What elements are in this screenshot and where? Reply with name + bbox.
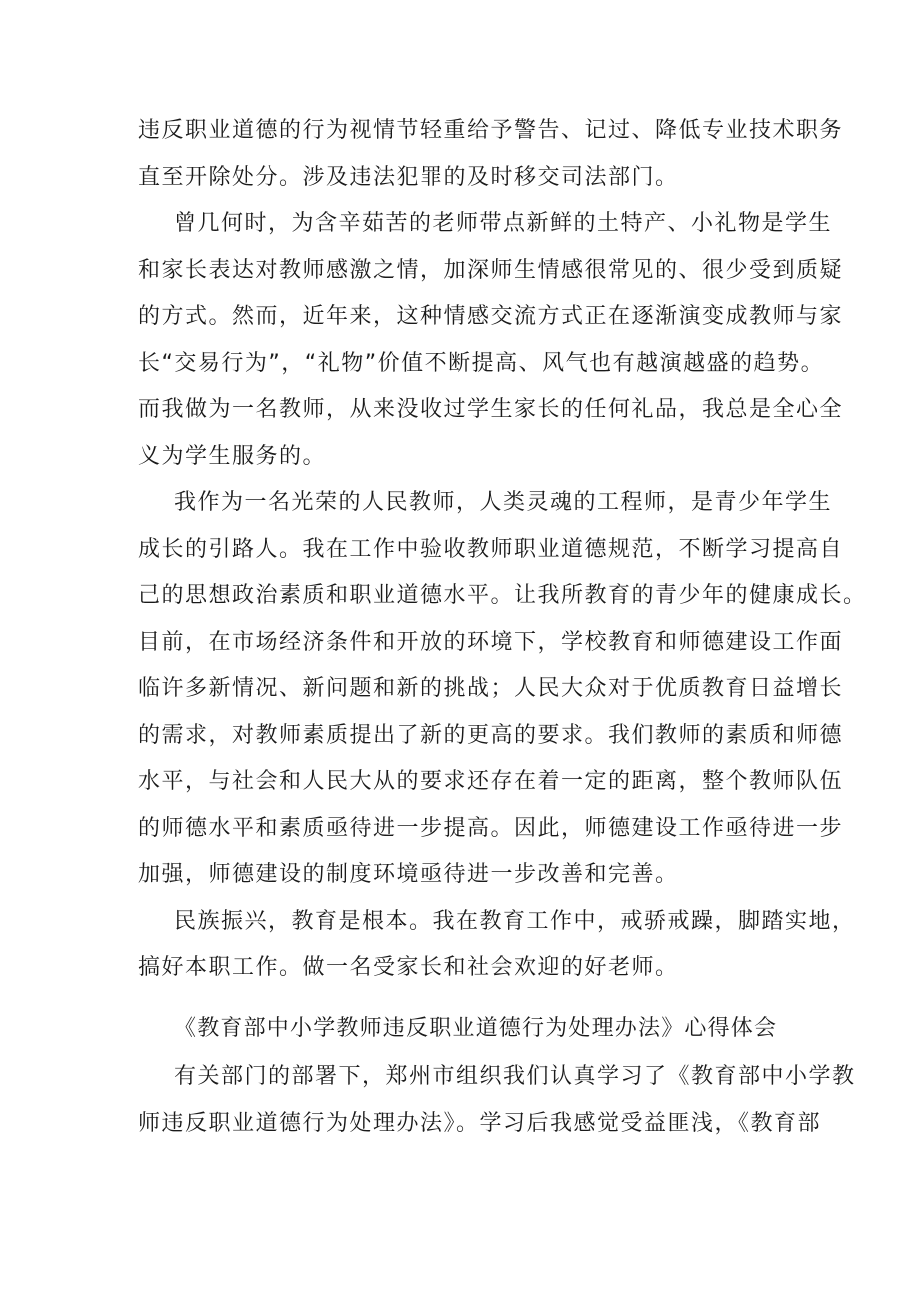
paragraph-line: 有关部门的部署下，郑州市组织我们认真学习了《教育部中小学教 [174,1064,856,1089]
paragraph-line: 违反职业道德的行为视情节轻重给予警告、记过、降低专业技术职务 [138,118,844,143]
paragraph-line: 临许多新情况、新问题和新的挑战；人民大众对于优质教育日益增长 [138,676,844,701]
paragraph-line: 长“交易行为”，“礼物”价值不断提高、风气也有越演越盛的趋势。 [138,350,825,376]
paragraph-line: 的师德水平和素质亟待进一步提高。因此，师德建设工作亟待进一步 [138,815,844,841]
paragraph-line: 我作为一名光荣的人民教师，人类灵魂的工程师，是青少年学生 [174,490,833,515]
paragraph-line: 曾几何时，为含辛茹苦的老师带点新鲜的土特产、小礼物是学生 [174,211,833,236]
document-body [138,108,867,1147]
paragraph-line: 水平，与社会和人民大从的要求还存在着一定的距离，整个教师队伍 [138,769,844,794]
paragraph-line: 和家长表达对教师感激之情，加深师生情感很常见的、很少受到质疑 [138,257,844,283]
paragraph-line: 目前，在市场经济条件和开放的环境下，学校教育和师德建设工作面 [138,629,844,655]
paragraph-line: 而我做为一名教师，从来没收过学生家长的任何礼品，我总是全心全 [138,397,844,422]
paragraph-line: 直至开除处分。涉及违法犯罪的及时移交司法部门。 [138,164,679,190]
paragraph-line: 的需求，对教师素质提出了新的更高的要求。我们教师的素质和师德 [138,722,844,748]
section-title: 《教育部中小学教师违反职业道德行为处理办法》心得体会 [174,1015,778,1041]
paragraph-line: 己的思想政治素质和职业道德水平。让我所教育的青少年的健康成长。 [138,583,867,608]
paragraph-line: 成长的引路人。我在工作中验收教师职业道德规范，不断学习提高自 [138,536,844,562]
paragraph-line: 加强，师德建设的制度环境亟待进一步改善和完善。 [138,862,679,887]
paragraph-line: 民族振兴，教育是根本。我在教育工作中，戒骄戒躁，脚踏实地， [174,908,856,934]
paragraph-line: 的方式。然而，近年来，这种情感交流方式正在逐渐演变成教师与家 [138,304,844,329]
paragraph-line: 义为学生服务的。 [138,443,327,469]
paragraph-line: 师违反职业道德行为处理办法》。学习后我感觉受益匪浅，《教育部 [138,1110,822,1136]
paragraph-line: 搞好本职工作。做一名受家长和社会欢迎的好老师。 [138,955,679,980]
